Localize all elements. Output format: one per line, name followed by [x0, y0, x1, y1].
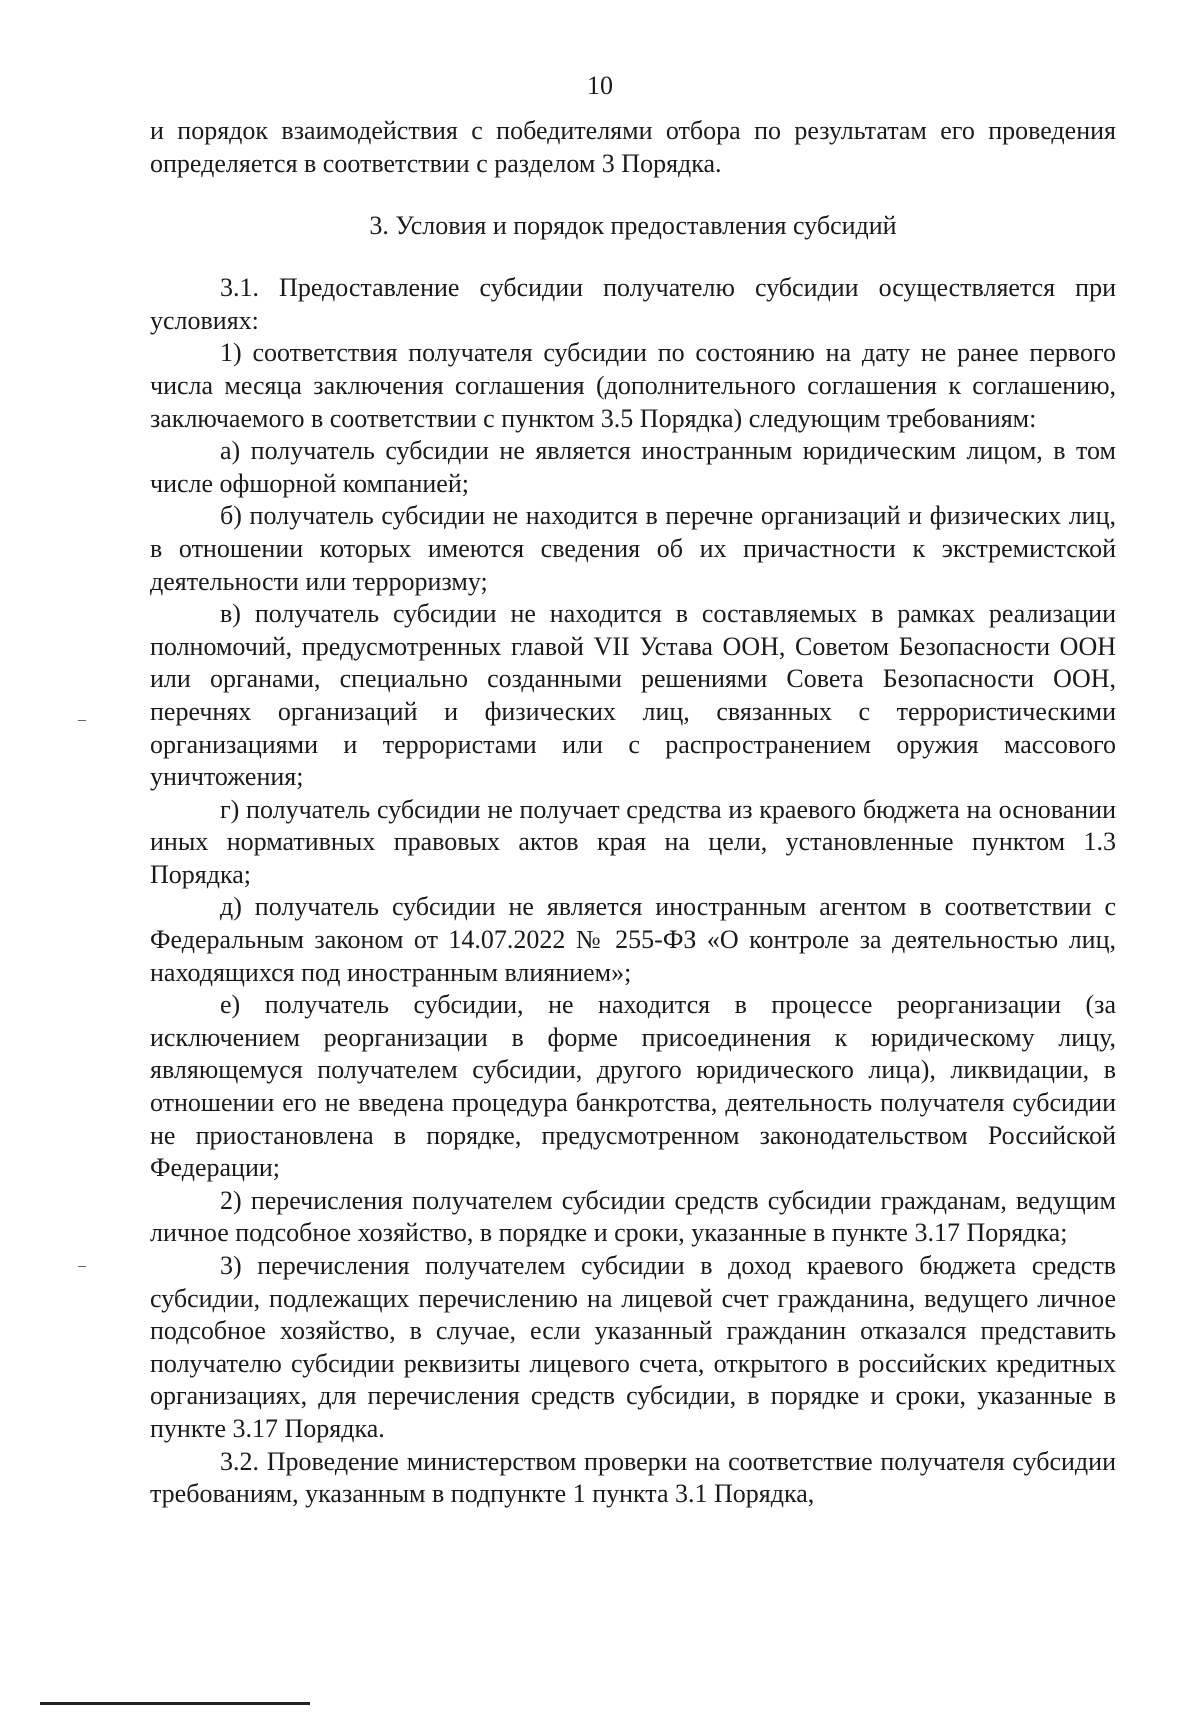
paragraph-item-3: 3) перечисления получателем субсидии в доход краевого бюджета средств субсидии, подлежащих перечислению на лицевой счет гражданина, ведущего личное подсобное хозяйство, в случае, если указанный гражданин отказался представить получателю субсидии реквизиты лицевого счета, открытого в российских кредитных организациях, для перечисления средств субсидии, в порядке и сроки, указанные в пункте 3.17 Порядка. — [150, 1251, 1116, 1443]
paragraph-item-1: 1) соответствия получателя субсидии по состоянию на дату не ранее первого числа месяца заключения соглашения (дополнительного соглашения к соглашению, заключаемого в соответствии с пунктом 3.5 Порядка) следующим требованиям: — [150, 338, 1116, 433]
paragraph-item-e: е) получатель субсидии, не находится в процессе реорганизации (за исключением реорганизации в форме присоединения к юридическому лицу, являющемуся получателем субсидии, другого юридического лица), ликвидации, в отношении его не введена процедура банкротства, деятельность получателя субсидии не приостановлена в порядке, предусмотренном законодательством Российской Федерации; — [150, 990, 1116, 1183]
paragraph-item-d: д) получатель субсидии не является иностранным агентом в соответствии с Федеральным законом от 14.07.2022 № 255-ФЗ «О контроле за деятельностью лиц, находящихся под иностранным влиянием»; — [150, 892, 1116, 987]
document-body — [150, 115, 1116, 1511]
paragraph-item-2: 2) перечисления получателем субсидии средств субсидии гражданам, ведущим личное подсобное хозяйство, в порядке и сроки, указанные в пункте 3.17 Порядка; — [150, 1185, 1116, 1248]
section-heading: 3. Условия и порядок предоставления субсидий — [369, 211, 897, 241]
paragraph-continuation: и порядок взаимодействия с победителями отбора по результатам его проведения определяется в соответствии с разделом 3 Порядка. — [150, 116, 1116, 178]
scan-margin-mark — [78, 1266, 86, 1267]
paragraph-3-2: 3.2. Проведение министерством проверки на соответствие получателя субсидии требованиям, указанным в подпункте 1 пункта 3.1 Порядка, — [150, 1446, 1116, 1509]
paragraph-3-1: 3.1. Предоставление субсидии получателю субсидии осуществляется при условиях: — [150, 273, 1116, 335]
scan-margin-mark — [78, 720, 86, 721]
paragraph-item-v: в) получатель субсидии не находится в составляемых в рамках реализации полномочий, предусмотренных главой VII Устава ООН, Советом Безопасности ООН или органами, специально созданными решениями Совета Безопасности ООН, перечнях организаций и физических лиц, связанных с террористическими организациями и террористами или с распространением оружия массового уничтожения; — [150, 599, 1116, 792]
paragraph-item-g: г) получатель субсидии не получает средства из краевого бюджета на основании иных нормативных правовых актов края на цели, установленные пунктом 1.3 Порядка; — [150, 794, 1116, 889]
footer-rule — [40, 1702, 310, 1705]
paragraph-item-b: б) получатель субсидии не находится в перечне организаций и физических лиц, в отношении которых имеются сведения об их причастности к экстремистской деятельности или терроризму; — [150, 501, 1116, 596]
paragraph-item-a: а) получатель субсидии не является иностранным юридическим лицом, в том числе офшорной компанией; — [150, 436, 1116, 498]
page-number: 10 — [587, 71, 613, 100]
